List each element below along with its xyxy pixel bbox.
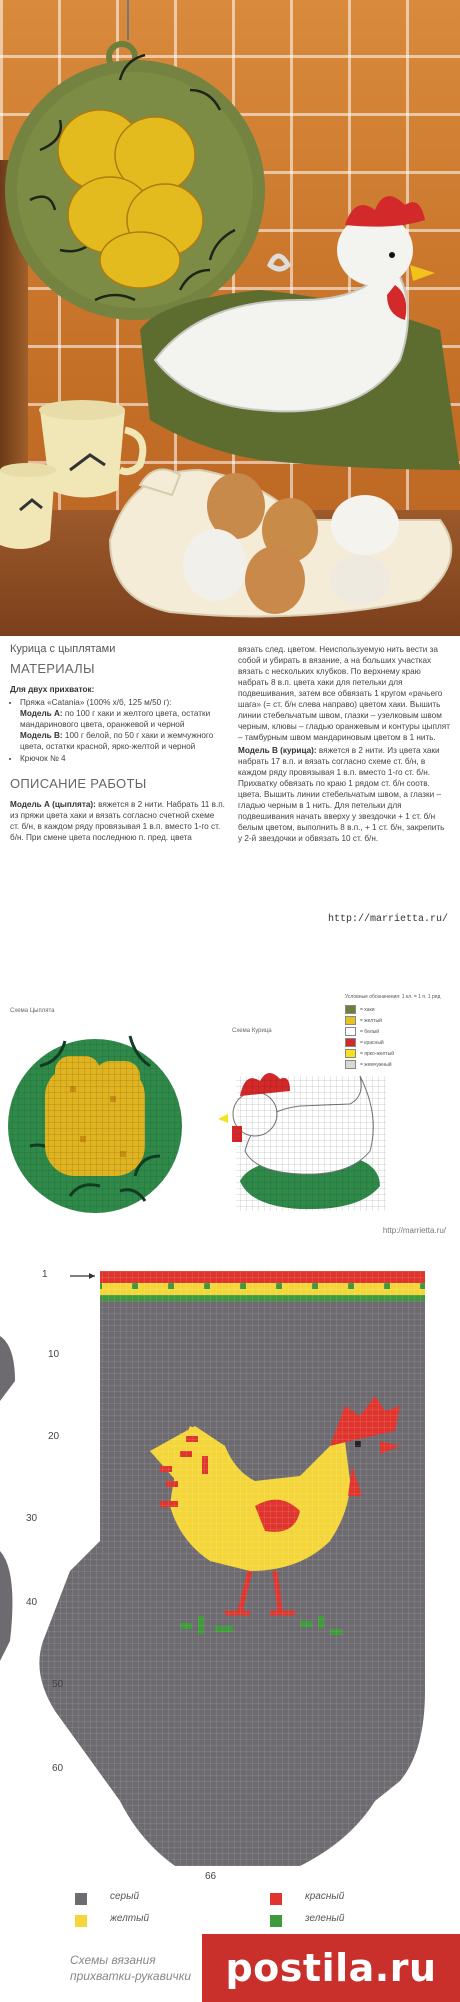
row-number: 30 (26, 1513, 38, 1524)
model-b-label: Модель В: (20, 731, 63, 740)
legend-label: = ярко-желтый (360, 1050, 395, 1057)
legend-swatch (345, 1049, 356, 1058)
scheme-legend (345, 994, 445, 1070)
pattern-title: Курица с цыплятами (10, 643, 116, 655)
legend-item (345, 1059, 445, 1070)
model-a-work (10, 799, 225, 843)
chick-potholder (5, 44, 265, 320)
model-b-text: 100 г белой, по 50 г хаки и жемчужного цвета, остатки красной, ярко-желтой и черной (20, 731, 214, 751)
legend-label: = красный (360, 1039, 384, 1046)
row-number: 60 (52, 1763, 64, 1774)
postila-logo[interactable]: postila.ru (202, 1934, 460, 2002)
mitten-legend-label: желтый (110, 1913, 149, 1924)
product-photo (0, 0, 460, 636)
legend-swatch (345, 1027, 356, 1036)
legend-item (345, 1004, 445, 1015)
mitten-legend-swatch (75, 1893, 87, 1905)
source-url[interactable]: http://marrietta.ru/ (327, 914, 448, 925)
model-a-work-label: Модель А (цыплята): (10, 800, 96, 809)
hook-item: Крючок № 4 (20, 754, 66, 763)
mitten-legend-label: серый (110, 1891, 140, 1902)
row-number: 20 (48, 1431, 60, 1442)
model-b-work-text: вяжется в 2 нити. Из цвета хаки набрать 17 в.п. и вязать согласно схеме ст. б/н, в каждом ряду провязывая 1 в.п. вместо 1-го ст. б/н. Прихватку обвязать по краю 1 рядом ст. б/н соотв. цвета. Вышить линии стебельчатым швом, а глазки – гладью черным в 1 нить. Для петельки для подвешивания начать вверху у звездочки + 1 ст. б/н белым цветом, выполнить 8 в.п., + 1 ст. б/н, закрепить у 2-й звездочки и обвязать 10 ст. б/н. (238, 746, 445, 843)
legend-label: = жемчужный (360, 1061, 392, 1068)
chick-scheme-chart (8, 1036, 182, 1213)
legend-swatch (345, 1005, 356, 1014)
row-number: 50 (52, 1679, 64, 1690)
model-a-text: по 100 г хаки и желтого цвета, остатки мандаринового цвета, оранжевой и черной (20, 709, 211, 729)
row-number: 66 (205, 1871, 217, 1882)
caption-line-1: Схемы вязания (70, 1953, 156, 1967)
hen-scheme-chart (218, 1073, 386, 1211)
legend-title: Условные обозначения: 1 кл. = 1 п. 1 ряд (345, 994, 441, 1000)
egg-dish (110, 469, 451, 616)
instructions-left-column (10, 644, 225, 843)
row-number: 1 (42, 1269, 48, 1280)
row-number: 40 (26, 1597, 38, 1608)
for-two-label: Для двух прихваток: (10, 685, 95, 694)
list-item (20, 697, 225, 752)
crochet-schemes (0, 936, 460, 1241)
mitten-chart (0, 1241, 460, 1941)
hen-scheme-label: Схема Курица (232, 1028, 272, 1034)
legend-item (345, 1015, 445, 1026)
work-heading: ОПИСАНИЕ РАБОТЫ (10, 776, 147, 791)
model-a-label: Модель А: (20, 709, 63, 718)
legend-item (345, 1037, 445, 1048)
model-b-work-label: Модель В (курица): (238, 746, 317, 755)
scheme-watermark: http://marrietta.ru/ (382, 1226, 446, 1235)
legend-label: = желтый (360, 1017, 382, 1024)
mitten-legend-label: красный (305, 1891, 345, 1902)
yarn-item: Пряжа «Catania» (100% х/б, 125 м/50 г): (20, 698, 172, 707)
mitten-legend-swatch (270, 1893, 282, 1905)
pattern-instructions (0, 636, 460, 936)
instructions-right-column (238, 644, 450, 844)
materials-list (10, 697, 225, 764)
caption-line-2: прихватки-рукавички (70, 1969, 192, 1983)
mitten-legend-swatch (270, 1915, 282, 1927)
list-item (20, 753, 225, 764)
materials-heading: МАТЕРИАЛЫ (10, 661, 95, 676)
model-a-work-text: вяжется в 2 нити. Набрать 11 в.п. из пряжи цвета хаки и вязать согласно счетной схеме ст. б/н, в каждом ряду провязывая 1 в.п. вместо 1-го ст. б/н. При смене цвета последнюю п. пред. цвета (10, 800, 225, 842)
model-b-work (238, 745, 450, 844)
legend-item (345, 1048, 445, 1059)
legend-item (345, 1026, 445, 1037)
legend-label: = белый (360, 1028, 380, 1035)
legend-label: = хаки (360, 1006, 375, 1013)
chick-scheme-label: Схема Цыплята (10, 1008, 55, 1014)
mitten-legend-label: зеленый (305, 1913, 345, 1924)
right-paragraph: вязать след. цветом. Неиспользуемую нить вести за собой и убирать в вязание, а на больших участках вязать с нескольких клубков. По верхнему краю набрать 8 в.п. цвета хаки для петельки для подвешивания, затем все обвязать 1 кругом «рачьего шага» (= ст. б/н слева направо) цветом хаки. Вышить линии стебельчатым швом, глазки – узелковым швом черным, клювы – гладью оранжевым и контуры цыплят – тамбурным швом мандариновым цветом в 1 нить. (238, 645, 450, 742)
legend-swatch (345, 1060, 356, 1069)
legend-swatch (345, 1016, 356, 1025)
legend-swatch (345, 1038, 356, 1047)
mitten-legend-swatch (75, 1915, 87, 1927)
row-number: 10 (48, 1349, 60, 1360)
mitten-chart-section (0, 1241, 460, 2002)
